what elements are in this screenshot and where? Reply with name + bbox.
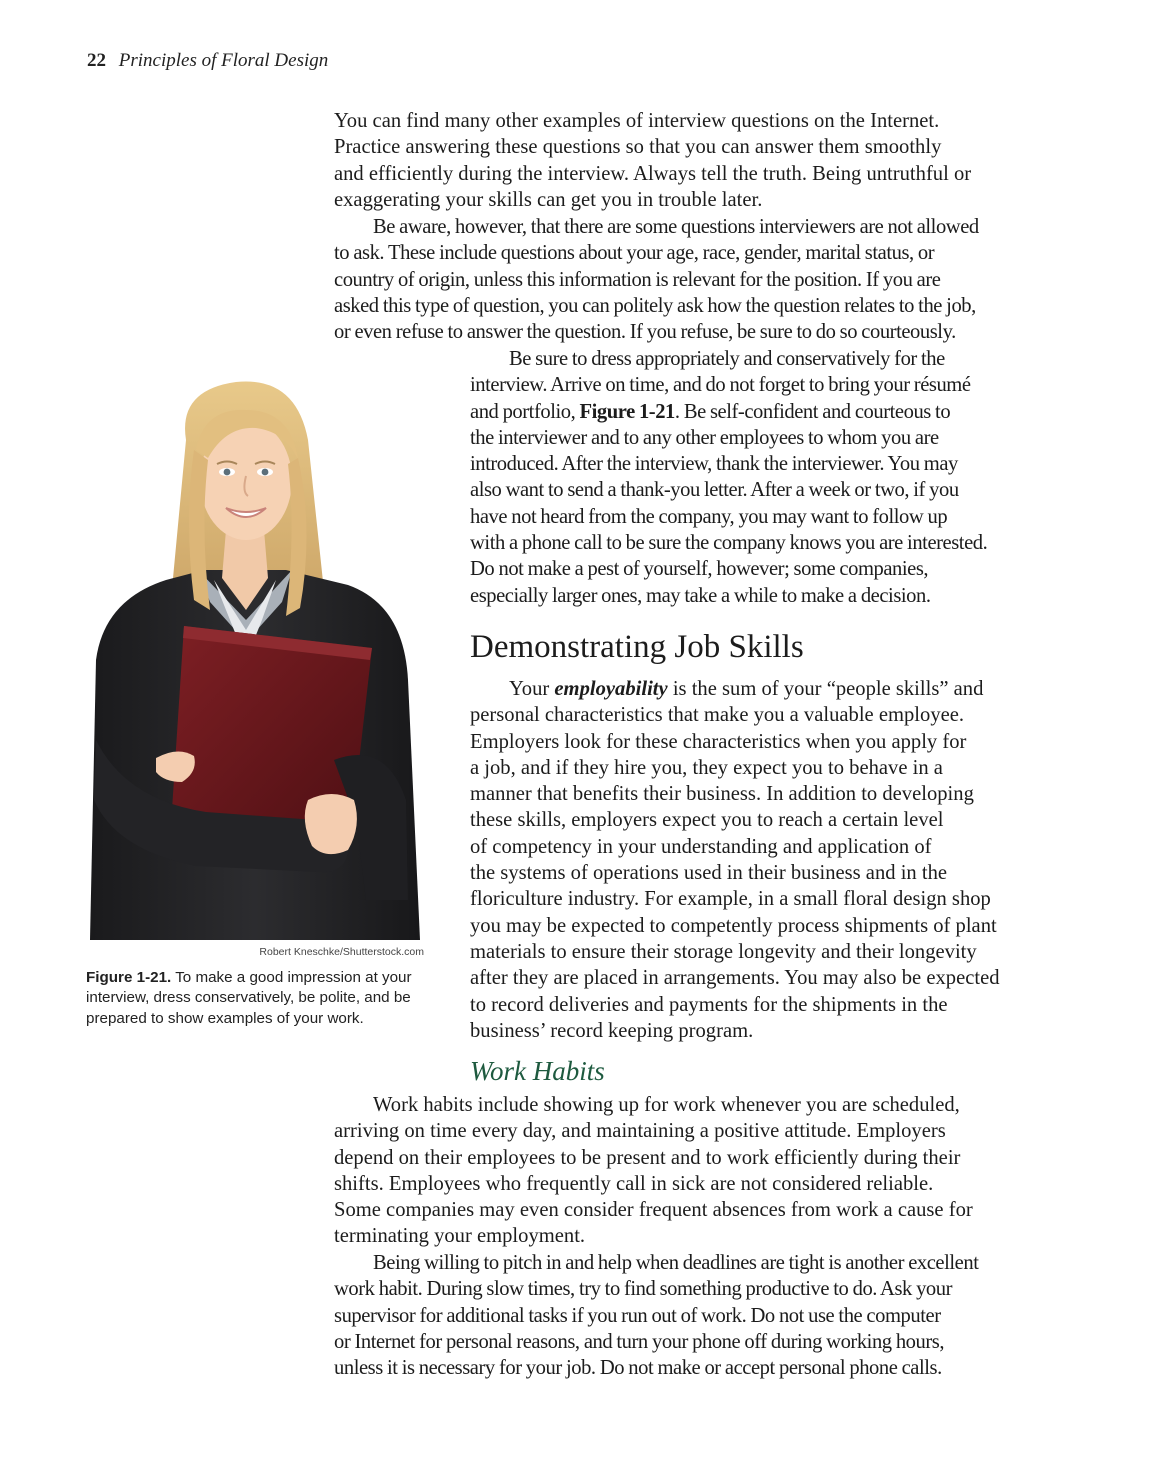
paragraph-dress-appropriately: Be sure to dress appropriately and conservatively for the interview. Arrive on time, and do not forget to bring your résumé and portfolio, Figure 1-21. Be self-confident and courteous to the interviewer and to any other employees to whom you are introduced. After the interview, thank the interviewer. You may also want to send a thank-you letter. After a week or two, if you have not heard from the company, you may want to follow up with a phone call to be sure the company knows you are interested. Do not make a pest of yourself, however; some companies, especially larger ones, may take a while to make a decision. <box>470 348 988 607</box>
running-head <box>87 50 328 72</box>
caption-text: To make a good impression at your interview, dress conservatively, be polite, and be prepared to show examples of your work. <box>86 969 412 1027</box>
subheading-work-habits: Work Habits <box>470 1056 605 1086</box>
paragraph-pitch-in: Being willing to pitch in and help when deadlines are tight is another excellent work habit. During slow times, try to find something productive to do. Ask your supervisor for additional tasks if you run out of work. Do not use the computer or Internet for personal reasons, and turn your phone off during working hours, unless it is necessary for your job. Do not make or accept personal phone calls. <box>334 1252 979 1380</box>
paragraph-employability: Your employability is the sum of your “people skills” and personal characteristics that make you a valuable employee. Employers look for these characteristics when you apply for a job, and if they hire you, they expect you to behave in a manner that benefits their business. In addition to developing these skills, employers expect you to reach a certain level of competency in your understanding and application of the systems of operations used in their business and in the floriculture industry. For example, in a small floral design shop you may be expected to competently process shipments of plant materials to ensure their storage longevity and their longevity after they are placed in arrangements. You may also be expected to record deliveries and payments for the shipments in the business’ record keeping program. <box>470 678 1000 1042</box>
book-title: Principles of Floral Design <box>118 50 329 71</box>
caption-label: Figure 1-21. <box>86 969 172 986</box>
paragraph-work-habits: Work habits include showing up for work whenever you are scheduled, arriving on time every day, and maintaining a positive attitude. Employers depend on their employees to be present and to work efficiently during their shifts. Employees who frequently call in sick are not considered reliable. Some companies may even consider frequent absences from work a cause for terminating your employment. <box>334 1094 973 1248</box>
page-number: 22 <box>87 50 106 71</box>
paragraph-interview-questions: You can find many other examples of interview questions on the Internet. Practice answering these questions so that you can answer them smoothly and efficiently during the interview. Always tell the truth. Being untruthful or exaggerating your skills can get you in trouble later. <box>334 110 972 211</box>
figure-reference: Figure 1-21 <box>579 400 675 423</box>
paragraph-prohibited-questions: Be aware, however, that there are some questions interviewers are not allowed to ask. These include questions about your age, race, gender, marital status, or country of origin, unless this information is relevant for the position. If you are asked this type of question, you can politely ask how the question relates to the job, or even refuse to answer the question. If you refuse, be sure to do so courteously. <box>334 216 979 344</box>
woman-holding-folder-illustration <box>86 380 420 940</box>
photo-credit: Robert Kneschke/Shutterstock.com <box>259 946 424 958</box>
figure-photo <box>86 380 420 940</box>
figure-caption <box>86 968 431 1029</box>
key-term: employability <box>554 678 668 700</box>
section-heading: Demonstrating Job Skills <box>470 629 804 665</box>
